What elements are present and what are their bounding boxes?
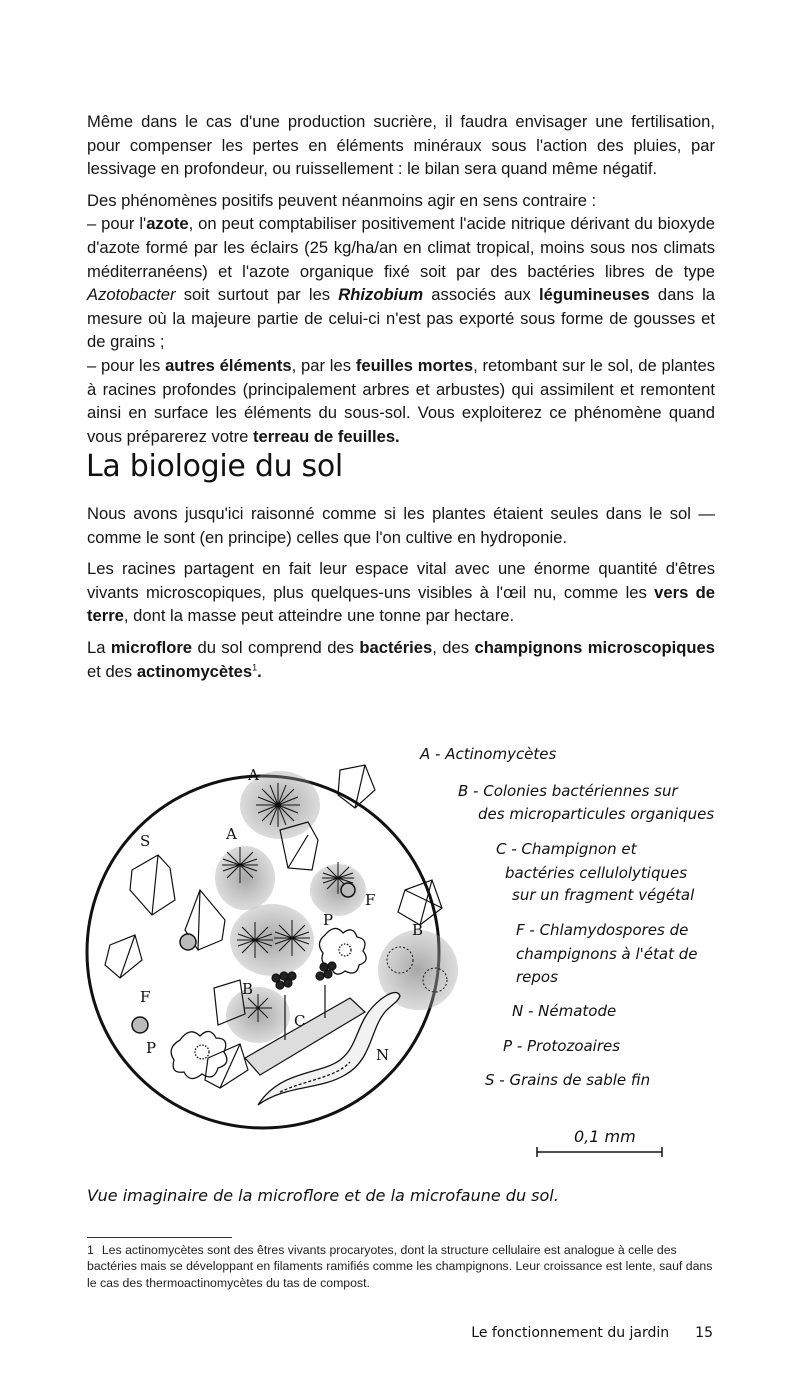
scale-bar: [535, 1146, 665, 1158]
soil-microflora-illustration: [80, 740, 460, 1160]
intro-text-block: [87, 110, 715, 456]
term-champignons: champignons microscopiques: [474, 637, 716, 657]
scale-bar-label: 0,1 mm: [574, 1127, 636, 1146]
actinomycete-icon: [215, 771, 366, 976]
running-title: Le fonctionnement du jardin: [471, 1325, 670, 1341]
footnote-divider: [87, 1237, 232, 1238]
label-A1: A: [248, 766, 259, 784]
label-F1: F: [365, 891, 376, 909]
term-legumineuses: légumineuses: [539, 285, 650, 305]
footnote: [87, 1242, 715, 1291]
legend-item-B: B - Colonies bactériennes sur: [458, 782, 678, 800]
list-item-azote: – pour l'azote, on peut comptabiliser positivement l'acide nitrique dérivant du bioxyde d'azote formé par les éclairs (25 kg/ha/an en climat tropical, moins sous nos climats méditerranéens) et l'azote organique fixé soit par des bactéries libres de type Azotobacter soit surtout par les Rhizobium associés aux légumineuses dans la mesure où la majeure partie de celui-ci n'est pas exporté sous forme de gousses et de grains ;: [87, 214, 715, 352]
legend-item-C-line3: sur un fragment végétal: [512, 886, 695, 904]
positive-phenomena-intro: Des phénomènes positifs peuvent néanmoins agir en sens contraire :: [87, 190, 597, 210]
label-S: S: [140, 832, 151, 850]
term-rhizobium: Rhizobium: [338, 285, 424, 305]
page-number: 15: [695, 1325, 713, 1341]
legend-item-C-line2: bactéries cellulolytiques: [505, 864, 688, 882]
paragraph-hydroponics: Nous avons jusqu'ici raisonné comme si les plantes étaient seules dans le sol — comme le sont (en principe) celles que l'on cultive en hydroponie.: [87, 504, 715, 547]
label-N: N: [376, 1046, 390, 1064]
label-B2: B: [242, 980, 254, 998]
term-bacteries: bactéries: [359, 637, 433, 657]
term-vers-de-terre: vers de terre: [87, 582, 715, 626]
legend-item-B-line2: des microparticules organiques: [478, 805, 715, 823]
legend-item-F-line3: repos: [516, 968, 558, 986]
footnote-ref[interactable]: 1: [252, 662, 258, 673]
paragraph-positive-phenomena: [87, 189, 715, 449]
term-azote: azote: [146, 214, 189, 234]
term-azotobacter: Azotobacter: [87, 285, 176, 305]
label-P2: P: [146, 1039, 157, 1057]
label-P1: P: [323, 911, 334, 929]
legend-item-F: F - Chlamydospores de: [516, 921, 689, 939]
paragraph-microflore: La microflore du sol comprend des bactéries, des champignons microscopiques et des actinomycètes$^1$.: [87, 637, 716, 681]
label-A2: A: [226, 825, 237, 843]
legend-item-P: P - Protozoaires: [503, 1037, 621, 1055]
legend-item-N: N - Nématode: [512, 1002, 617, 1020]
list-item-other-elements: – pour les autres éléments, par les feuilles mortes, retombant sur le sol, de plantes à racines profondes (principalement arbres et arbustes) qui assimilent et remontent ainsi en surface les éléments du sous-sol. Vous exploiterez ce phénomène quand vous préparerez votre terreau de feuilles.: [87, 355, 715, 446]
label-C: C: [294, 1012, 306, 1030]
term-autres-elements: autres éléments: [165, 355, 292, 375]
paragraph-roots: Les racines partagent en fait leur espace vital avec une énorme quantité d'êtres vivants microscopiques, plus quelques-uns visibles à l'œil nu, comme les vers de terre, dont la masse peut atteindre une tonne par hectare.: [87, 559, 715, 626]
legend-item-A: A - Actinomycètes: [420, 745, 557, 763]
legend-item-F-line2: champignons à l'état de: [516, 945, 698, 963]
legend-item-S: S - Grains de sable fin: [485, 1071, 651, 1089]
section-heading: La biologie du sol: [86, 449, 343, 484]
term-terreau: terreau de feuilles.: [253, 426, 400, 446]
section-text-block: [87, 502, 715, 691]
footnote-number: 1: [87, 1243, 94, 1257]
running-footer: [471, 1325, 713, 1341]
label-F2: F: [140, 988, 151, 1006]
paragraph-sugar-production: Même dans le cas d'une production sucrière, il faudra envisager une fertilisation, pour compenser les pertes en éléments minéraux sous l'action des pluies, par lessivage en profondeur, ou ruissellement : le bilan sera quand même négatif.: [87, 112, 715, 179]
term-feuilles-mortes: feuilles mortes: [355, 355, 474, 375]
term-actinomycetes: actinomycètes: [136, 661, 253, 681]
label-B1: B: [412, 921, 424, 939]
footnote-text: Les actinomycètes sont des êtres vivants procaryotes, dont la structure cellulaire est analogue à celle des bactéries mais se développant en filaments ramifiés comme les champignons. Leur croissance est lente, sauf dans le cas des thermoactinomycètes du tas de compost.: [87, 1243, 713, 1290]
figure-caption: Vue imaginaire de la microflore et de la microfaune du sol.: [87, 1186, 559, 1205]
legend-item-C: C - Champignon et: [496, 840, 637, 858]
term-microflore: microflore: [110, 637, 193, 657]
